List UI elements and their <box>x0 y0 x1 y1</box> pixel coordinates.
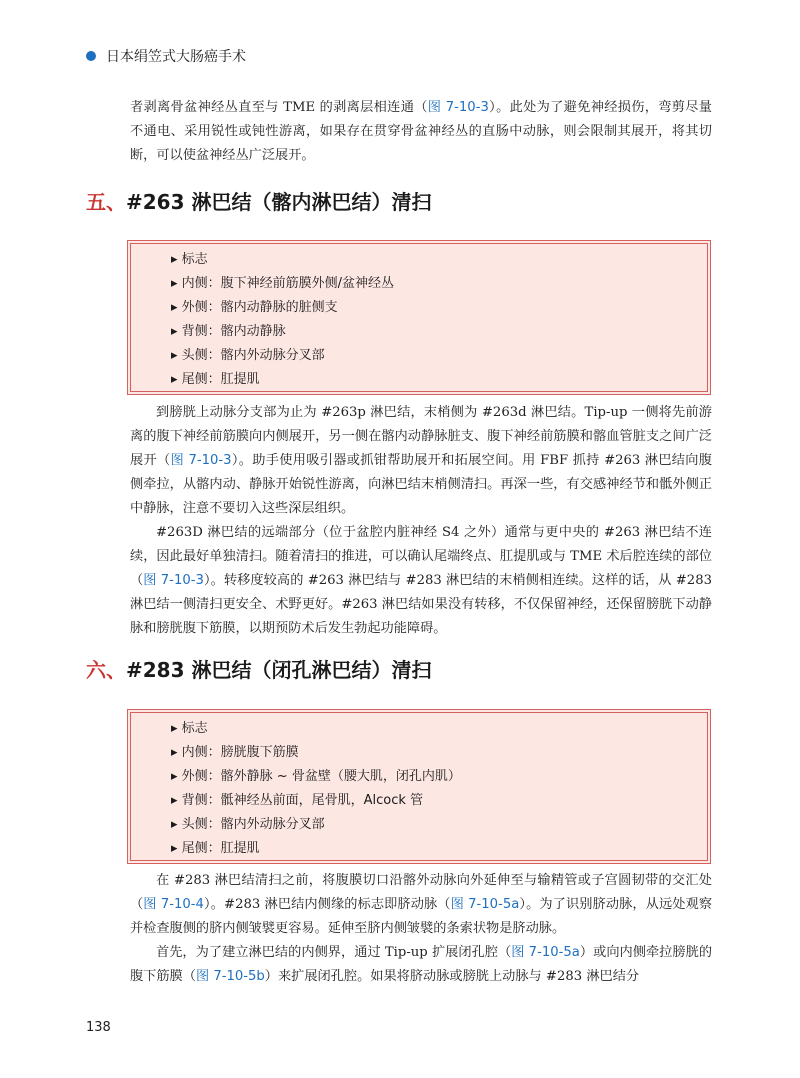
section-5-paragraph-1: 到膀胱上动脉分支部为止为 #263p 淋巴结，末梢侧为 #263d 淋巴结。Tip-up 一侧将先前游离的腹下神经前筋膜向内侧展开，另一侧在髂内动静脉脏支、腹下神经前筋膜和髂血管脏支之间广泛展开（图 7-10-3）。助手使用吸引器或抓钳帮助展开和拓展空间。用 FBF 抓持 #263 淋巴结向腹侧牵拉，从髂内动、静脉开始锐性游离，向淋巴结末梢侧清扫。再深一些，有交感神经节和骶外侧正中静脉，注意不要切入这些深层组织。 <box>130 405 712 516</box>
landmark-item: ▸ 头侧：髂内外动脉分叉部 <box>171 348 325 363</box>
landmark-item: ▸ 外侧：髂内动静脉的脏侧支 <box>171 300 338 315</box>
landmark-box-283 <box>130 712 708 861</box>
section-5-title: #263 淋巴结（髂内淋巴结）清扫 <box>126 190 432 214</box>
landmark-item: ▸ 背侧：骶神经丛前面，尾骨肌，Alcock 管 <box>171 793 424 808</box>
page-number: 138 <box>86 1020 111 1035</box>
landmark-item: ▸ 外侧：髂外静脉 ~ 骨盆壁（腰大肌，闭孔内肌） <box>171 769 461 784</box>
header-title: 日本绢笠式大肠癌手术 <box>106 49 246 65</box>
landmark-heading: ▸ 标志 <box>171 252 208 267</box>
section-6-paragraph-1: 在 #283 淋巴结清扫之前，将腹膜切口沿髂外动脉向外延伸至与输精管或子宫圆韧带的交汇处（图 7-10-4）。#283 淋巴结内侧缘的标志即脐动脉（图 7-10-5a）。为了识别脐动脉，从远处观察并检查腹侧的脐内侧皱襞更容易。延伸至脐内侧皱襞的条索状物是脐动脉。 <box>130 873 713 936</box>
header-bullet-icon <box>86 51 96 61</box>
landmark-item: ▸ 尾侧：肛提肌 <box>171 841 260 856</box>
landmark-item: ▸ 内侧：膀胱腹下筋膜 <box>171 745 299 760</box>
section-6-number: 六、 <box>86 658 126 682</box>
landmark-item: ▸ 头侧：髂内外动脉分叉部 <box>171 817 325 832</box>
landmark-heading: ▸ 标志 <box>171 721 208 736</box>
section-5-heading <box>86 186 431 215</box>
landmark-item: ▸ 尾侧：肛提肌 <box>171 372 260 387</box>
figure-link[interactable]: 图 7-10-3 <box>143 573 204 588</box>
figure-link[interactable]: 图 7-10-5b <box>195 969 265 984</box>
landmark-box-263 <box>130 243 708 392</box>
section-5-paragraph-2: #263D 淋巴结的远端部分（位于盆腔内脏神经 S4 之外）通常与更中央的 #263 淋巴结不连续，因此最好单独清扫。随着清扫的推进，可以确认尾端终点、肛提肌或与 TME 术后腔连续的部位（图 7-10-3）。转移度较高的 #263 淋巴结与 #283 淋巴结的末梢侧相连续。这样的话，从 #283 淋巴结一侧清扫更安全、术野更好。#263 淋巴结如果没有转移，不仅保留神经，还保留膀胱下动静脉和膀胱腹下筋膜，以期预防术后发生勃起功能障碍。 <box>130 525 712 636</box>
section-6-title: #283 淋巴结（闭孔淋巴结）清扫 <box>126 658 432 682</box>
landmark-item: ▸ 内侧：腹下神经前筋膜外侧/盆神经丛 <box>171 276 395 291</box>
running-header <box>86 46 246 66</box>
landmark-item: ▸ 背侧：髂内动静脉 <box>171 324 286 339</box>
figure-link[interactable]: 图 7-10-4 <box>143 897 204 912</box>
section-6-heading <box>86 654 431 683</box>
intro-paragraph: 者剥离骨盆神经丛直至与 TME 的剥离层相连通（图 7-10-3）。此处为了避免神经损伤，弯剪尽量不通电、采用锐性或钝性游离，如果存在贯穿骨盆神经丛的直肠中动脉，则会限制其展开，将其切断，可以使盆神经丛广泛展开。 <box>130 100 712 163</box>
section-6-paragraph-2: 首先，为了建立淋巴结的内侧界，通过 Tip-up 扩展闭孔腔（图 7-10-5a）或向内侧牵拉膀胱的腹下筋膜（图 7-10-5b）来扩展闭孔腔。如果将脐动脉或膀胱上动脉与 #283 淋巴结分 <box>130 945 713 984</box>
figure-link[interactable]: 图 7-10-3 <box>427 100 489 115</box>
figure-link[interactable]: 图 7-10-3 <box>170 453 232 468</box>
section-5-number: 五、 <box>86 190 126 214</box>
figure-link[interactable]: 图 7-10-5a <box>450 897 520 912</box>
figure-link[interactable]: 图 7-10-5a <box>511 945 580 960</box>
